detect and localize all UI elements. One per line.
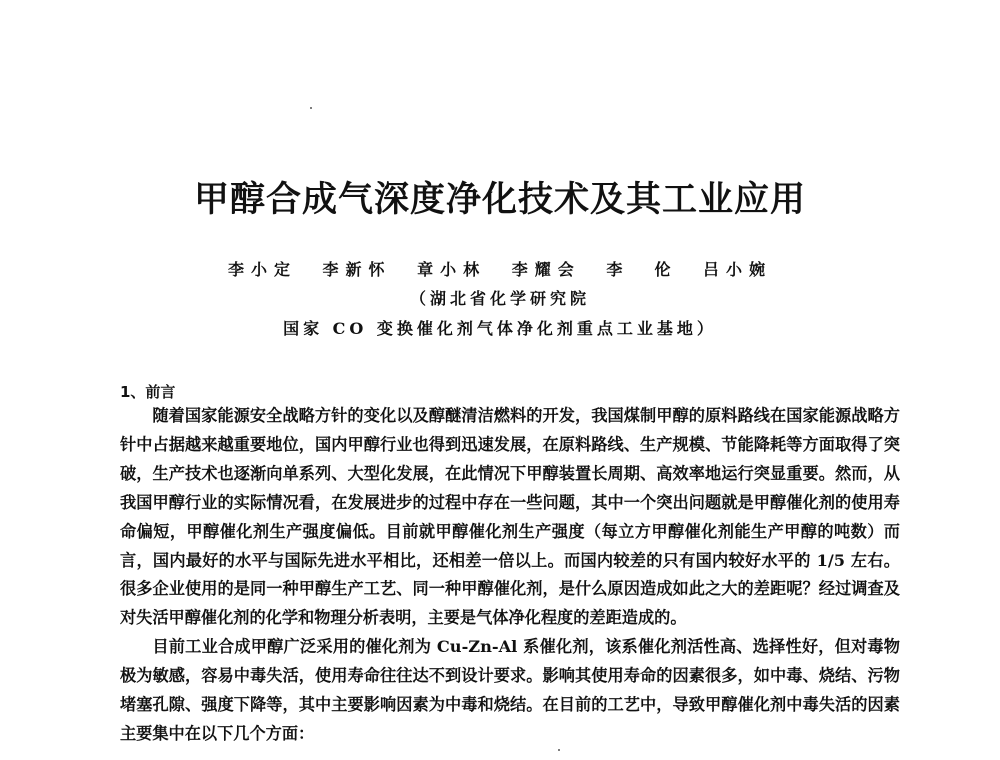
section-heading: 1、前言 xyxy=(120,383,176,401)
author-name: 章小林 xyxy=(417,260,487,279)
author-name: 李耀会 xyxy=(511,260,581,279)
affiliation-line-1: （湖北省化学研究院 xyxy=(409,289,590,308)
paragraph: 随着国家能源安全战略方针的变化以及醇醚清洁燃料的开发，我国煤制甲醇的原料路线在国家能源战略方针中占据越来越重要地位，国内甲醇行业也得到迅速发展，在原料路线、生产规模、节能降耗等方面取得了突破，生产技术也逐渐向单系列、大型化发展，在此情况下甲醇装置长周期、高效率地运行突显重要。然而，从我国甲醇行业的实际情况看，在发展进步的过程中存在一些问题，其中一个突出问题就是甲醇催化剂的使用寿命偏短，甲醇催化剂生产强度偏低。目前就甲醇催化剂生产强度（每立方甲醇催化剂能生产甲醇的吨数）而言，国内最好的水平与国际先进水平相比，还相差一倍以上。而国内较差的只有国内较好水平的 1/5 左右。很多企业使用的是同一种甲醇生产工艺、同一种甲醇催化剂，是什么原因造成如此之大的差距呢？经过调查及对失活甲醇催化剂的化学和物理分析表明，主要是气体净化程度的差距造成的。 xyxy=(120,406,900,628)
scan-speck xyxy=(558,749,560,751)
author-list xyxy=(0,257,1000,280)
paragraph: 目前工业合成甲醇广泛采用的催化剂为 Cu-Zn-Al 系催化剂，该系催化剂活性高、选择性好，但对毒物极为敏感，容易中毒失活，使用寿命往往达不到设计要求。影响其使用寿命的因素很多，如中毒、烧结、污物堵塞孔隙、强度下降等，其中主要影响因素为中毒和烧结。在目前的工艺中，导致甲醇催化剂中毒失活的因素主要集中在以下几个方面： xyxy=(120,637,900,743)
author-name: 吕小婉 xyxy=(703,260,773,279)
author-name: 李小定 xyxy=(227,260,297,279)
affiliation-line-2: 国家 CO 变换催化剂气体净化剂重点工业基地） xyxy=(283,319,717,338)
paper-title: 甲醇合成气深度净化技术及其工业应用 xyxy=(193,179,806,220)
author-name: 李新怀 xyxy=(322,260,392,279)
body-text xyxy=(120,402,900,760)
scan-speck xyxy=(310,107,312,109)
author-name: 李 伦 xyxy=(606,260,678,279)
